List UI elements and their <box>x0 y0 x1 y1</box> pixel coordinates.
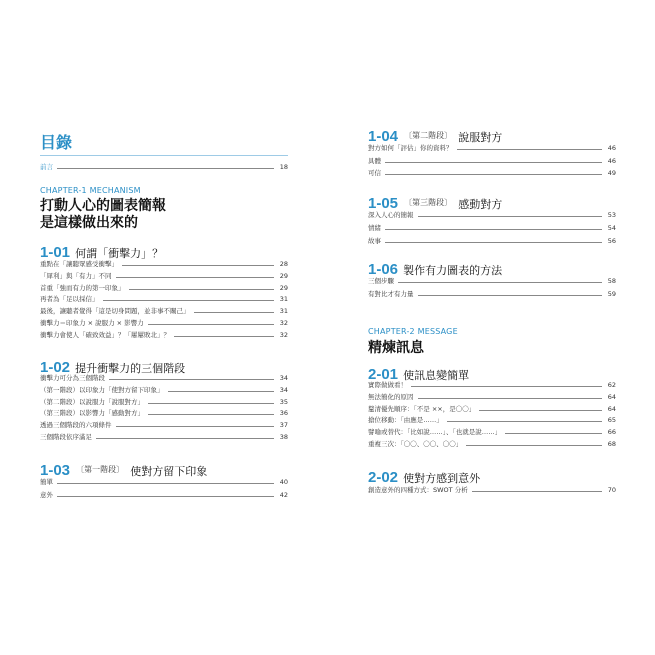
entry-title: 簡單 <box>40 478 53 486</box>
leader-line <box>457 149 603 150</box>
toc-entry[interactable] <box>368 168 616 178</box>
entry-page: 64 <box>607 404 616 413</box>
toc-entry[interactable] <box>40 318 288 328</box>
section-number: 1-04 <box>368 128 399 145</box>
entry-title: 最後，讓聽者覺得「這是切身問題，並非事不關己」 <box>40 307 190 316</box>
leader-line <box>174 336 274 337</box>
toc-entry[interactable] <box>40 397 288 407</box>
entry-page: 49 <box>607 169 616 177</box>
section-title: 感動對方 <box>458 198 503 211</box>
entry-title: 深入人心的簡報 <box>368 211 414 219</box>
leader-line <box>411 386 602 387</box>
entry-title: 有對比才有力量 <box>368 289 414 298</box>
entry-title: 對方如何「評估」你的資料？ <box>368 144 453 152</box>
toc-entry[interactable] <box>368 289 616 299</box>
entry-title: 透過三個階段的六項條件 <box>40 421 112 430</box>
section-title: 何謂「衝擊力」？ <box>75 247 164 260</box>
entry-page: 31 <box>279 307 288 316</box>
entry-page: 42 <box>279 490 288 499</box>
leader-line <box>466 445 602 446</box>
toc-entry[interactable] <box>40 477 288 487</box>
entry-title: （第二階段）以說服力「說服對方」 <box>40 397 144 406</box>
entry-page: 46 <box>607 144 616 152</box>
section-tag: 〔第三階段〕 <box>404 198 453 207</box>
toc-entry[interactable] <box>40 490 288 500</box>
toc-entry[interactable] <box>40 283 288 293</box>
entry-page: 59 <box>607 289 616 298</box>
leader-line <box>418 398 603 399</box>
toc-entry[interactable] <box>40 408 288 418</box>
entry-page: 29 <box>279 283 288 292</box>
section-tag: 〔第一階段〕 <box>76 465 125 474</box>
entry-page: 34 <box>279 374 288 382</box>
entry-page: 32 <box>279 319 288 327</box>
toc-title: 目錄 <box>40 133 73 152</box>
toc-entry[interactable] <box>40 259 288 269</box>
section-number: 1-01 <box>40 244 71 261</box>
leader-line <box>148 403 274 404</box>
section-number: 1-03 <box>40 462 71 479</box>
entry-title: （第三階段）以影響力「感動對方」 <box>40 409 144 418</box>
leader-line <box>168 391 275 392</box>
section-title: 製作有力圖表的方法 <box>403 264 503 277</box>
entry-title: 衝擊力＝印象力 × 說服力 × 影響力 <box>40 319 144 327</box>
entry-page: 31 <box>279 295 288 304</box>
toc-entry[interactable] <box>368 223 616 233</box>
entry-page: 28 <box>279 260 288 268</box>
entry-title: 情緒 <box>368 224 381 232</box>
toc-entry[interactable] <box>40 373 288 383</box>
leader-line <box>57 483 274 484</box>
entry-page: 36 <box>279 409 288 418</box>
chapter-label: CHAPTER-1 MECHANISM <box>40 186 141 195</box>
entry-page: 58 <box>607 277 616 285</box>
section-title: 說服對方 <box>458 131 503 144</box>
toc-entry[interactable] <box>40 420 288 430</box>
entry-page: 37 <box>279 421 288 430</box>
entry-title: 譬喻或替代：「比如說……」、「也就是說……」 <box>368 428 502 437</box>
leader-line <box>479 410 602 411</box>
entry-title: 三個步驟 <box>368 277 394 285</box>
leader-line <box>385 242 602 243</box>
leader-line <box>385 174 602 175</box>
toc-entry[interactable] <box>40 385 288 395</box>
entry-page: 29 <box>279 271 288 280</box>
entry-page: 34 <box>279 385 288 394</box>
entry-page: 40 <box>279 478 288 486</box>
entry-title: 創造意外的四種方式：SWOT 分析 <box>368 486 468 494</box>
entry-page: 18 <box>279 163 288 171</box>
section-title: 使訊息變簡單 <box>403 369 470 382</box>
leader-line <box>57 496 274 497</box>
toc-entry[interactable] <box>368 143 616 153</box>
entry-page: 35 <box>279 397 288 406</box>
entry-page: 62 <box>607 381 616 389</box>
toc-entry-preface[interactable] <box>40 162 288 172</box>
leader-line <box>148 414 274 415</box>
entry-title: 重點在「讓聽眾感受衝擊」 <box>40 260 118 268</box>
leader-line <box>194 312 275 313</box>
entry-page: 70 <box>607 486 616 494</box>
entry-page: 64 <box>607 392 616 401</box>
entry-title: 重複三次：「〇〇、〇〇、〇〇」 <box>368 440 463 448</box>
toc-entry[interactable] <box>368 404 616 414</box>
leader-line <box>418 295 603 296</box>
leader-line <box>398 282 602 283</box>
chapter-label: CHAPTER-2 MESSAGE <box>368 327 458 336</box>
entry-title: 「犀利」與「有力」不同 <box>40 271 112 280</box>
toc-entry[interactable] <box>368 380 616 390</box>
section-heading[interactable] <box>368 467 480 486</box>
chapter-title-line1: 打動人心的圖表簡報 <box>40 198 166 214</box>
entry-page: 56 <box>607 237 616 245</box>
entry-title: 搶位移動：「由應是……」 <box>368 416 443 425</box>
section-number: 2-01 <box>368 366 399 383</box>
toc-entry[interactable] <box>40 294 288 304</box>
section-number: 1-05 <box>368 195 399 212</box>
leader-line <box>109 379 274 380</box>
entry-page: 68 <box>607 440 616 448</box>
toc-entry[interactable] <box>368 210 616 220</box>
leader-line <box>122 265 274 266</box>
toc-entry[interactable] <box>368 276 616 286</box>
leader-line <box>116 277 275 278</box>
entry-page: 38 <box>279 433 288 441</box>
entry-title: 故事 <box>368 237 381 245</box>
entry-page: 54 <box>607 224 616 232</box>
section-title: 使對方感到意外 <box>403 472 481 485</box>
entry-page: 53 <box>607 211 616 219</box>
leader-line <box>129 289 275 290</box>
entry-title: 實際做做看！ <box>368 381 407 389</box>
toc-entry[interactable] <box>368 415 616 425</box>
leader-line <box>148 324 274 325</box>
leader-line <box>116 426 275 427</box>
chapter-title: 精煉訊息 <box>368 340 424 356</box>
entry-title: 可信 <box>368 169 381 177</box>
section-title: 使對方留下印象 <box>130 465 208 478</box>
entry-title: 釐清優先順序：「不是 ××，是〇〇」 <box>368 404 476 413</box>
toc-entry[interactable] <box>368 156 616 166</box>
toc-entry[interactable] <box>368 439 616 449</box>
entry-page: 32 <box>279 330 288 339</box>
entry-title: 衝擊力可分為三個階段 <box>40 374 105 382</box>
leader-line <box>447 421 602 422</box>
leader-line <box>57 168 274 169</box>
entry-title: 具體 <box>368 156 381 165</box>
toc-entry[interactable] <box>40 306 288 316</box>
toc-entry[interactable] <box>368 236 616 246</box>
leader-line <box>418 216 603 217</box>
entry-title: 三個階段依序滿足 <box>40 433 92 441</box>
section-number: 2-02 <box>368 469 399 486</box>
entry-title: （第一階段）以印象力「使對方留下印象」 <box>40 385 164 394</box>
leader-line <box>472 491 602 492</box>
toc-entry[interactable] <box>40 432 288 442</box>
entry-title: 再者為「足以採信」 <box>40 295 99 304</box>
leader-line <box>505 433 602 434</box>
entry-title: 前言 <box>40 163 53 171</box>
entry-page: 66 <box>607 428 616 437</box>
toc-entry[interactable] <box>368 392 616 402</box>
section-title: 提升衝擊力的三個階段 <box>75 362 186 375</box>
entry-title: 無法簡化的原因 <box>368 392 414 401</box>
entry-title: 衝擊力會使人「確致效益」？「屢屢敗北」？ <box>40 330 170 339</box>
title-divider <box>40 155 288 156</box>
section-tag: 〔第二階段〕 <box>404 131 453 140</box>
leader-line <box>385 229 602 230</box>
toc-entry[interactable] <box>368 485 616 495</box>
chapter-title-line2: 是這樣做出來的 <box>40 215 138 231</box>
section-number: 1-06 <box>368 261 399 278</box>
entry-page: 46 <box>607 156 616 165</box>
leader-line <box>103 300 275 301</box>
entry-title: 意外 <box>40 490 53 499</box>
entry-page: 65 <box>607 416 616 425</box>
section-number: 1-02 <box>40 359 71 376</box>
entry-title: 首重「強而有力的第一印象」 <box>40 283 125 292</box>
toc-entry[interactable] <box>40 271 288 281</box>
leader-line <box>96 438 274 439</box>
toc-entry[interactable] <box>368 427 616 437</box>
leader-line <box>385 162 602 163</box>
toc-entry[interactable] <box>40 330 288 340</box>
